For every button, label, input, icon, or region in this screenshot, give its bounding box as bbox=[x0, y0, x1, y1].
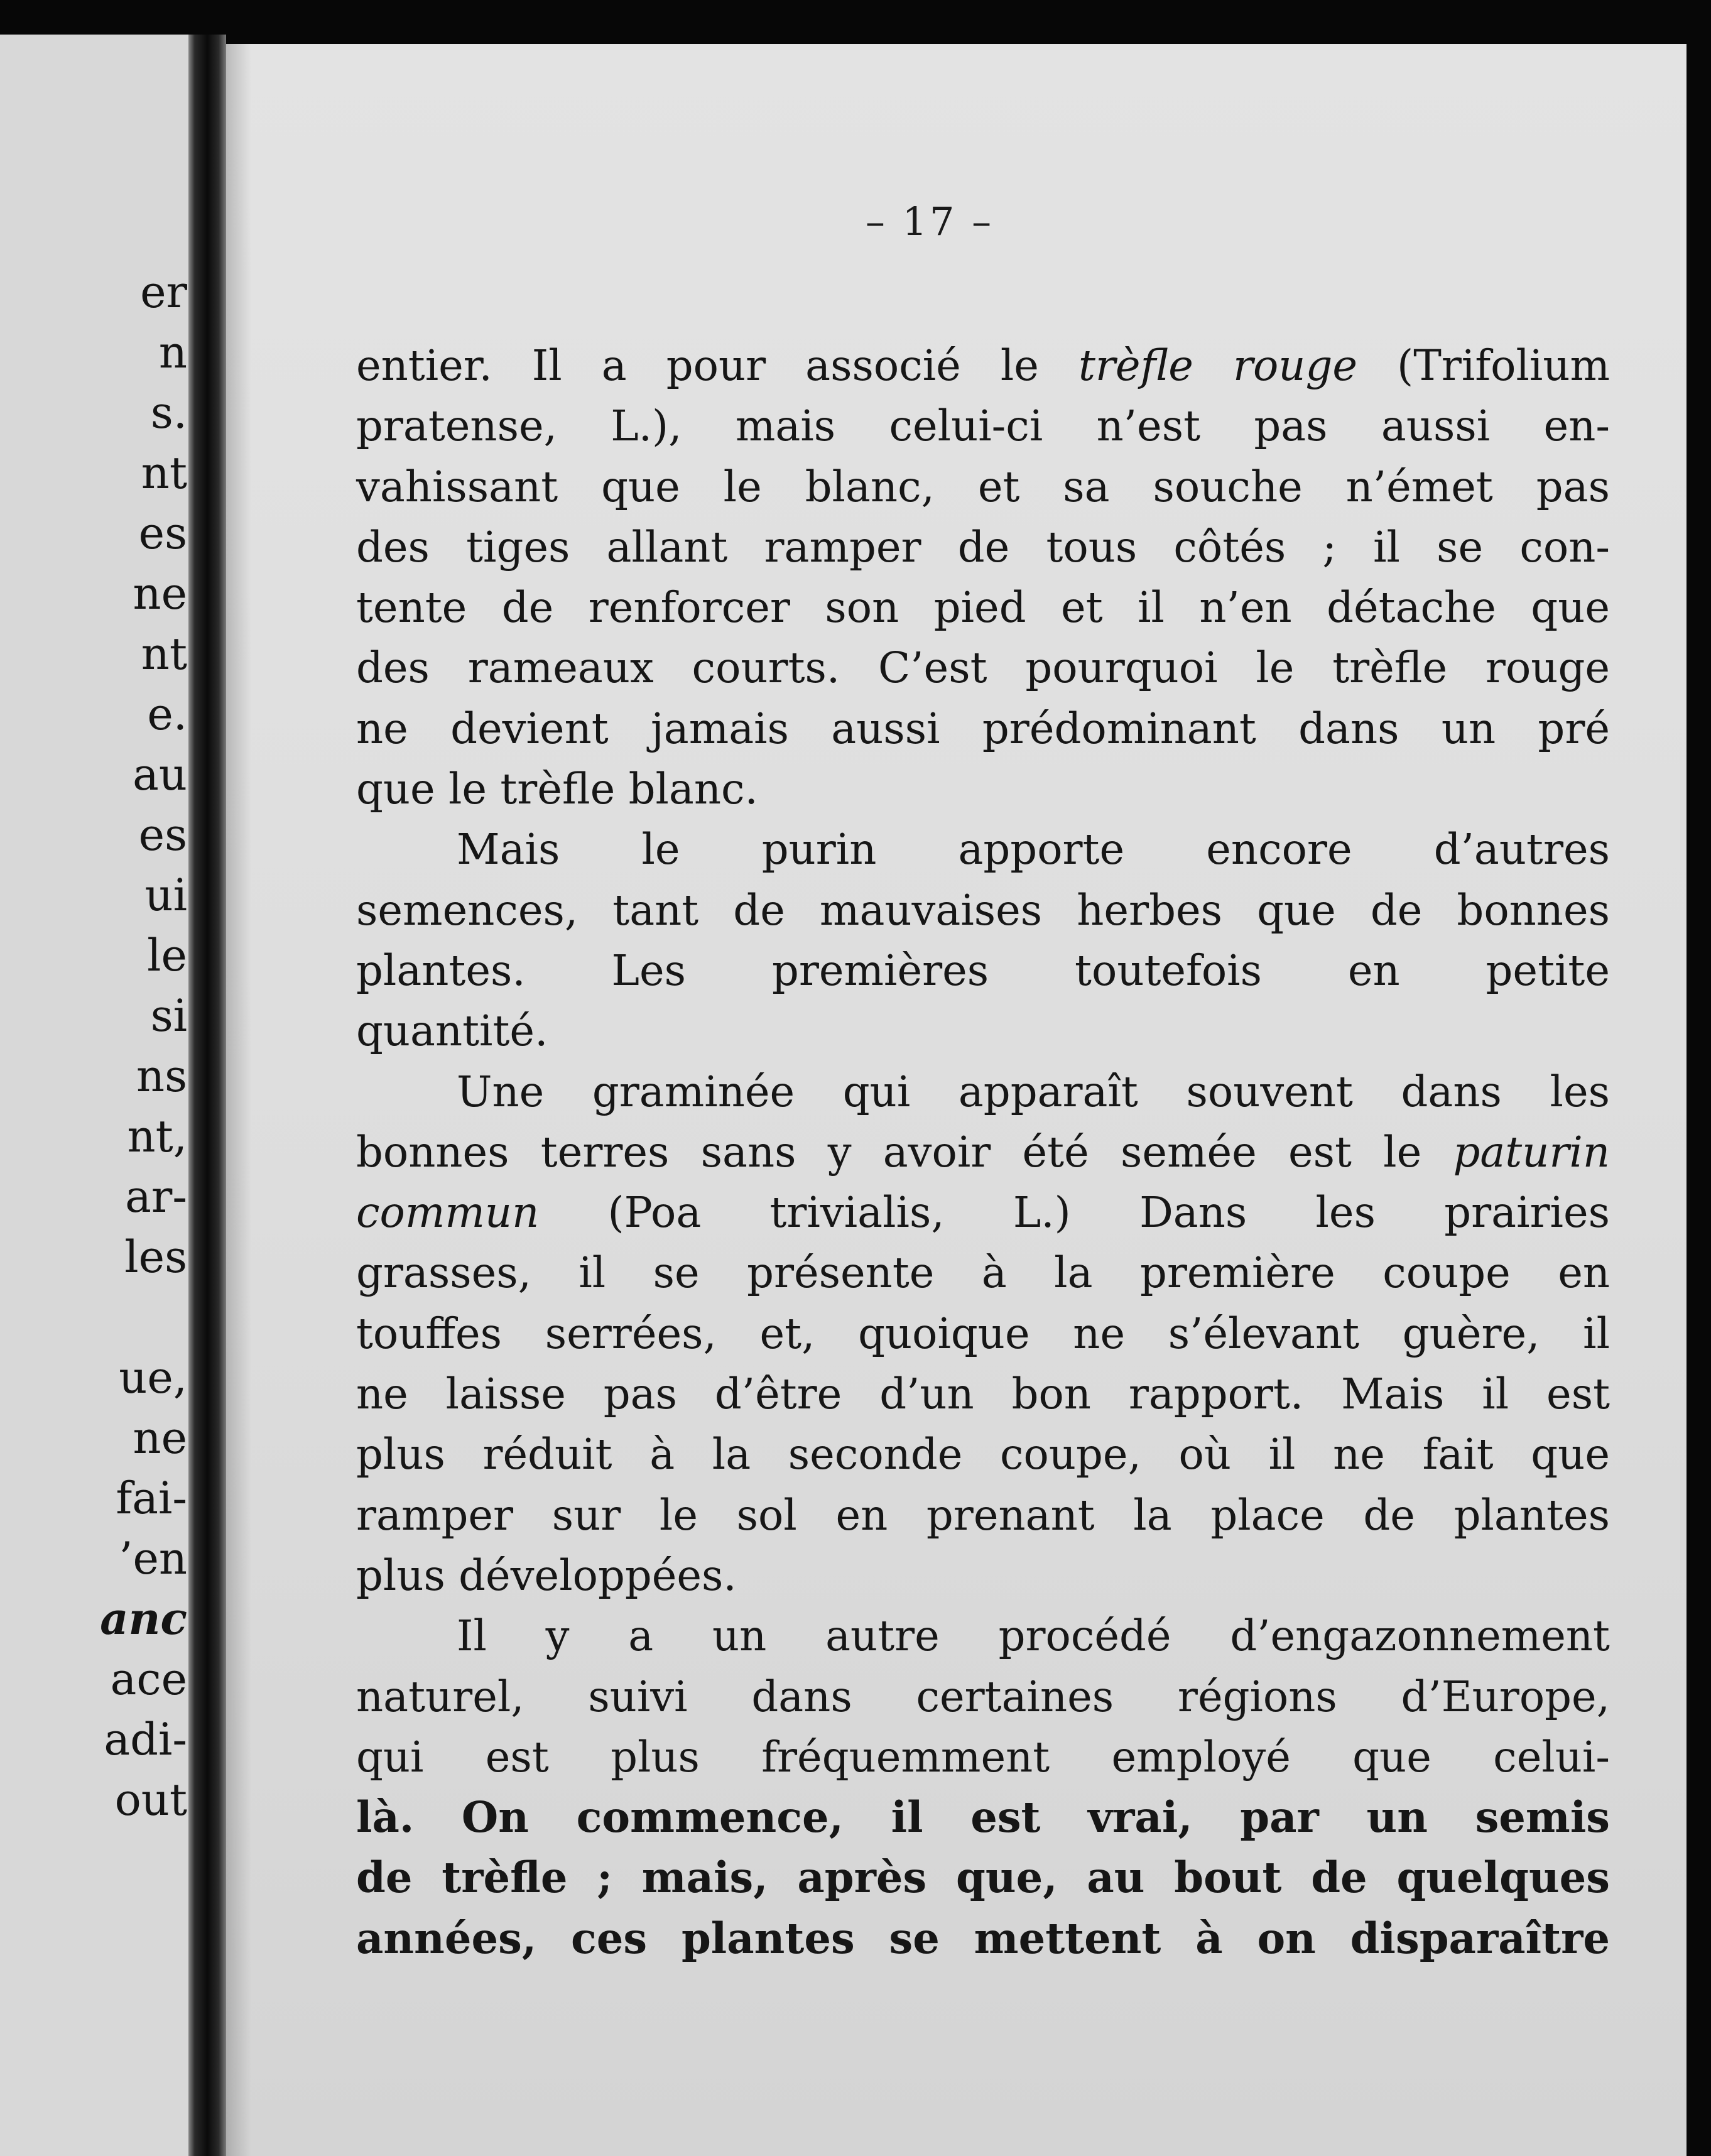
text-line bbox=[356, 1001, 1610, 1061]
book-binding-gutter bbox=[188, 35, 226, 2156]
text-line bbox=[356, 1485, 1610, 1545]
italic-term: trèfle rouge bbox=[1078, 341, 1358, 390]
text-line bbox=[356, 1182, 1610, 1243]
left-page-line-fragment: les bbox=[124, 1231, 187, 1283]
text-line bbox=[356, 1908, 1610, 1969]
left-page-line-fragment: adi- bbox=[104, 1714, 187, 1765]
text-line bbox=[356, 1545, 1610, 1606]
text-segment: quantité. bbox=[356, 1006, 548, 1056]
text-line bbox=[356, 1424, 1610, 1484]
text-segment: tente de renforcer son pied et il n’en détache que bbox=[356, 583, 1610, 633]
left-page-line-fragment: ue, bbox=[119, 1352, 187, 1403]
left-page-line-fragment: er bbox=[140, 266, 187, 318]
text-line bbox=[356, 638, 1610, 698]
text-line bbox=[356, 335, 1610, 396]
left-page-line-fragment: ui bbox=[144, 869, 187, 921]
text-line bbox=[356, 1304, 1610, 1364]
text-segment: qui est plus fréquemment employé que celui- bbox=[356, 1732, 1610, 1782]
left-page-line-fragment: e. bbox=[147, 689, 187, 740]
italic-term: commun bbox=[356, 1188, 540, 1238]
left-page-line-fragment: ne bbox=[133, 1412, 187, 1464]
text-segment: touffes serrées, et, quoique ne s’élevant guère, il bbox=[356, 1309, 1610, 1358]
text-line bbox=[356, 1122, 1610, 1182]
text-segment: années, ces plantes se mettent à on disparaître bbox=[356, 1913, 1610, 1963]
text-segment: des tiges allant ramper de tous côtés ; il se con- bbox=[356, 522, 1610, 572]
text-segment: (Trifolium bbox=[1357, 341, 1611, 390]
text-line bbox=[356, 1787, 1610, 1848]
text-segment: ramper sur le sol en prenant la place de plantes bbox=[356, 1490, 1610, 1540]
text-line bbox=[356, 457, 1610, 517]
text-segment: semences, tant de mauvaises herbes que de bonnes bbox=[356, 885, 1610, 935]
text-segment: vahissant que le blanc, et sa souche n’émet pas bbox=[356, 462, 1610, 511]
left-page-line-fragment: ’en bbox=[119, 1533, 187, 1584]
text-segment: Une graminée qui apparaît souvent dans les bbox=[457, 1067, 1610, 1116]
left-page-line-fragment: nt bbox=[141, 447, 187, 499]
text-line bbox=[356, 940, 1610, 1001]
left-page-line-fragment: es bbox=[138, 508, 187, 559]
text-segment: naturel, suivi dans certaines régions d’Europe, bbox=[356, 1672, 1610, 1721]
text-segment: ne laisse pas d’être d’un bon rapport. Mais il est bbox=[356, 1369, 1610, 1419]
left-page-line-fragment: ace bbox=[110, 1653, 187, 1705]
text-segment: Mais le purin apporte encore d’autres bbox=[457, 825, 1610, 874]
text-line bbox=[356, 396, 1610, 456]
left-page-line-fragment: anc bbox=[100, 1592, 187, 1645]
text-line bbox=[356, 517, 1610, 577]
left-page-line-fragment: ns bbox=[136, 1050, 187, 1102]
left-page-line-fragment: au bbox=[133, 749, 187, 800]
text-segment: bonnes terres sans y avoir été semée est le bbox=[356, 1127, 1453, 1177]
page-shadow bbox=[226, 44, 251, 2156]
previous-page-fragment bbox=[0, 35, 188, 2156]
page-body-text bbox=[356, 335, 1610, 1969]
text-line bbox=[356, 1062, 1610, 1122]
text-line bbox=[356, 699, 1610, 759]
left-page-line-fragment: n bbox=[158, 327, 187, 378]
text-line bbox=[356, 819, 1610, 879]
text-segment: que le trèfle blanc. bbox=[356, 765, 758, 814]
text-line bbox=[356, 880, 1610, 940]
text-segment: plantes. Les premières toutefois en petite bbox=[356, 945, 1610, 995]
text-segment: entier. Il a pour associé le bbox=[356, 341, 1078, 390]
text-line bbox=[356, 1606, 1610, 1666]
text-line bbox=[356, 1243, 1610, 1303]
text-line bbox=[356, 1667, 1610, 1727]
text-segment: de trèfle ; mais, après que, au bout de quelques bbox=[356, 1853, 1610, 1903]
book-page bbox=[226, 44, 1687, 2156]
text-line bbox=[356, 577, 1610, 638]
left-page-line-fragment: s. bbox=[150, 387, 187, 438]
text-line bbox=[356, 1364, 1610, 1424]
text-segment: des rameaux courts. C’est pourquoi le trèfle rouge bbox=[356, 643, 1610, 693]
text-segment: ne devient jamais aussi prédominant dans un pré bbox=[356, 704, 1610, 753]
text-segment: (Poa trivialis, L.) Dans les prairies bbox=[539, 1188, 1610, 1238]
left-page-line-fragment: es bbox=[138, 809, 187, 861]
page-number: – 17 – bbox=[865, 199, 994, 244]
text-line bbox=[356, 1727, 1610, 1787]
text-segment: plus développées. bbox=[356, 1550, 737, 1600]
left-page-line-fragment: out bbox=[114, 1774, 187, 1826]
left-page-line-fragment: si bbox=[150, 990, 187, 1042]
text-segment: grasses, il se présente à la première coupe en bbox=[356, 1248, 1610, 1298]
left-page-line-fragment: nt, bbox=[127, 1111, 187, 1162]
text-line bbox=[356, 759, 1610, 819]
text-segment: pratense, L.), mais celui-ci n’est pas aussi en- bbox=[356, 401, 1610, 451]
left-page-line-fragment: fai- bbox=[116, 1473, 187, 1524]
italic-term: paturin bbox=[1453, 1127, 1610, 1177]
left-page-line-fragment: le bbox=[147, 930, 187, 981]
left-page-line-fragment: nt bbox=[141, 628, 187, 680]
text-segment: là. On commence, il est vrai, par un semis bbox=[356, 1792, 1610, 1843]
left-page-line-fragment: ne bbox=[133, 568, 187, 619]
text-line bbox=[356, 1848, 1610, 1908]
text-segment: plus réduit à la seconde coupe, où il ne fait que bbox=[356, 1430, 1610, 1479]
left-page-line-fragment: ar- bbox=[125, 1171, 187, 1222]
text-segment: Il y a un autre procédé d’engazonnement bbox=[457, 1611, 1610, 1661]
